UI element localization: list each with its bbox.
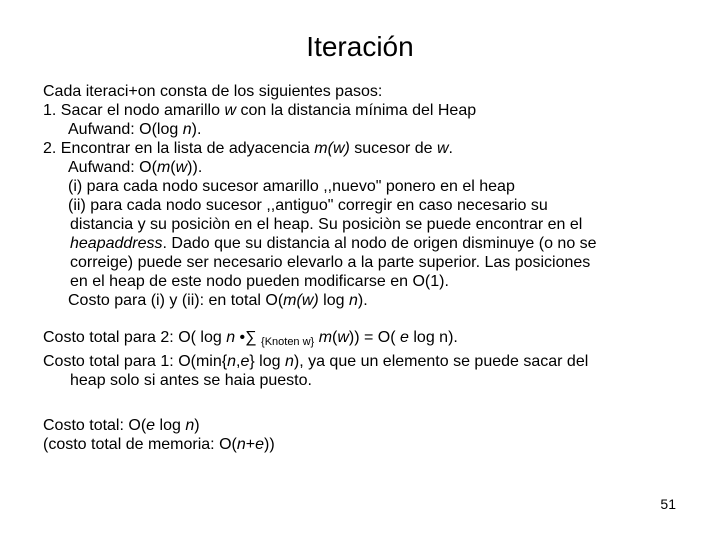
- text: )): [264, 436, 275, 453]
- text: ), ya que un elemento se puede sacar del: [293, 353, 589, 370]
- text: ): [194, 417, 200, 434]
- var: m(w): [314, 140, 350, 157]
- text: log: [155, 417, 186, 434]
- text: con la distancia mínima del Heap: [236, 102, 477, 119]
- total-cost-1-cont: heap solo si antes se haia puesto.: [70, 372, 312, 389]
- text: (costo total de memoria: O(: [43, 436, 237, 453]
- intro-line: Cada iteraci+on consta de los siguientes pasos:: [43, 83, 383, 100]
- var: e: [400, 329, 409, 346]
- var: m: [156, 159, 171, 176]
- step-2-cost: [43, 158, 703, 177]
- text: +: [245, 436, 256, 453]
- step-1-cost: [43, 120, 703, 139]
- var: w: [436, 140, 449, 157]
- text: (: [170, 159, 176, 176]
- text: 2. Encontrar en la lista de adyacencia: [43, 140, 315, 157]
- text: •∑: [235, 329, 262, 346]
- step-2-sub-ii-cont: [43, 234, 703, 253]
- step-2-total: [43, 291, 703, 310]
- step-2-sub-ii-cont: en el heap de este nodo pueden modificarse en O(1).: [70, 273, 449, 290]
- text: ).: [357, 292, 368, 309]
- page-number: 51: [660, 496, 676, 512]
- text: Costo total: O(: [43, 417, 147, 434]
- var: m(w): [283, 292, 319, 309]
- var: n: [185, 417, 195, 434]
- text: 1. Sacar el nodo amarillo: [43, 102, 225, 119]
- var: m: [318, 329, 333, 346]
- text: (: [332, 329, 338, 346]
- total-cost: [43, 416, 703, 435]
- var: n: [182, 121, 192, 138]
- text: Aufwand: O(log: [68, 121, 183, 138]
- sum-subscript: {Knoten w}: [261, 336, 315, 348]
- step-1-line: [43, 101, 703, 120]
- var: n: [227, 353, 236, 370]
- var: e: [240, 353, 250, 370]
- var: w: [224, 102, 236, 119]
- text: ).: [191, 121, 202, 138]
- step-2-line: [43, 139, 703, 158]
- text: log n).: [408, 329, 458, 346]
- step-2-sub-ii-cont: distancia y su posiciòn en el heap. Su posiciòn se puede encontrar en el: [70, 216, 583, 233]
- memory-cost: [43, 435, 703, 454]
- text: Costo total para 2: O( log: [43, 329, 227, 346]
- text: Aufwand: O(: [68, 159, 157, 176]
- text: .: [448, 140, 453, 157]
- text: . Dado que su distancia al nodo de origen disminuye (o no se: [162, 235, 597, 252]
- text: } log: [249, 353, 285, 370]
- var: n: [284, 353, 294, 370]
- step-2-sub-ii-cont: correige) puede ser necesario elevarlo a la parte superior. Las posiciones: [70, 254, 591, 271]
- var: w: [337, 329, 349, 346]
- total-cost-2: [43, 328, 703, 352]
- var: n: [236, 436, 246, 453]
- slide-body: [43, 82, 703, 454]
- total-cost-1: [43, 352, 703, 371]
- var: n: [226, 329, 236, 346]
- text: )).: [187, 159, 203, 176]
- text: )) = O(: [348, 329, 401, 346]
- text: log: [318, 292, 349, 309]
- step-2-sub-ii: (ii) para cada nodo sucesor ,,antiguo" corregir en caso necesario su: [68, 197, 548, 214]
- slide-title: Iteración: [306, 31, 414, 62]
- step-2-sub-i: (i) para cada nodo sucesor amarillo ,,nuevo" ponero en el heap: [68, 178, 515, 195]
- var: e: [146, 417, 156, 434]
- term: heapaddress: [70, 235, 163, 252]
- text: Costo total para 1: O(min{: [43, 353, 228, 370]
- text: ,: [236, 353, 241, 370]
- var: e: [255, 436, 264, 453]
- var: w: [175, 159, 188, 176]
- text: Costo para (i) y (ii): en total O(: [68, 292, 284, 309]
- text: sucesor de: [349, 140, 437, 157]
- var: n: [348, 292, 358, 309]
